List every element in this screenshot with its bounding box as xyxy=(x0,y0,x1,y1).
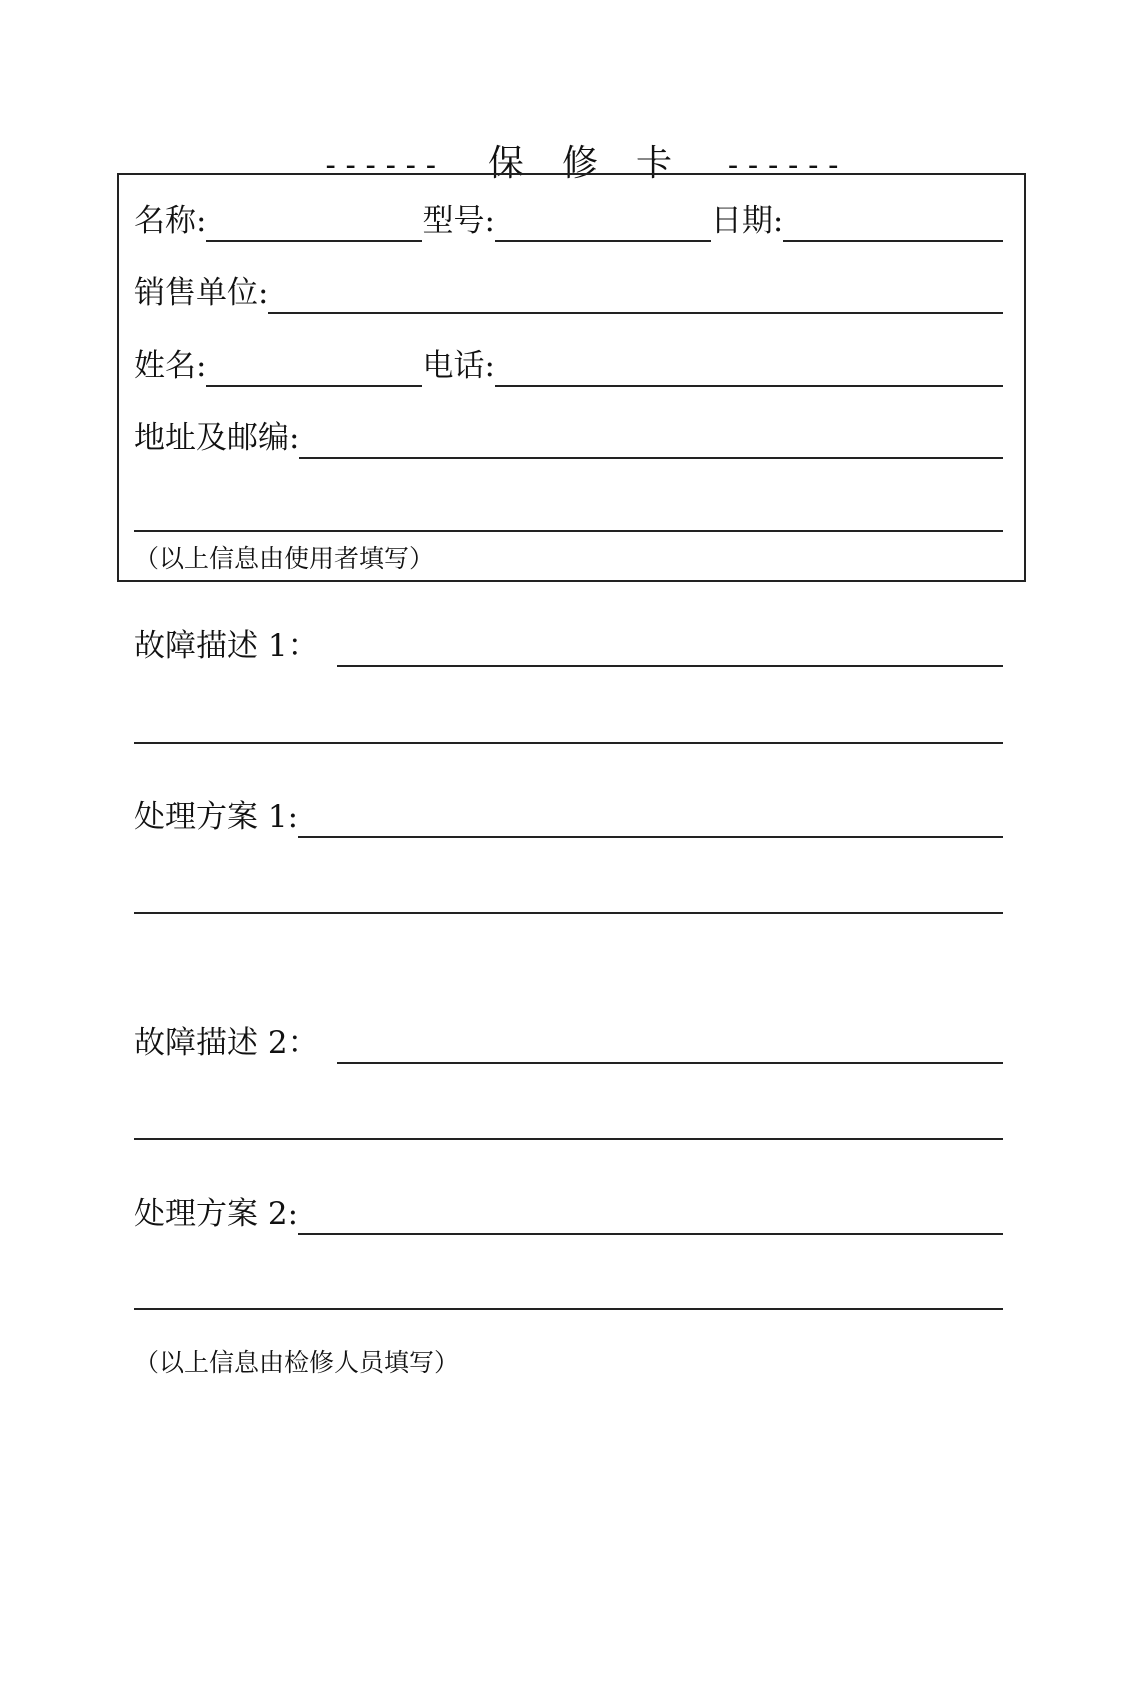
fault-1-label: 故障描述 1： xyxy=(134,628,319,664)
repair-note: （以上信息由检修人员填写） xyxy=(134,1348,460,1377)
person-name-field[interactable] xyxy=(206,351,422,387)
address-field-line-2[interactable] xyxy=(134,530,1003,532)
title-text: 保修卡 xyxy=(487,143,710,184)
model-field[interactable] xyxy=(495,206,711,242)
date-field[interactable] xyxy=(783,206,1003,242)
fault-1-field[interactable] xyxy=(337,631,1003,667)
solution-1-field-line-2[interactable] xyxy=(134,912,1003,914)
title-right-dashes: ------ xyxy=(723,148,845,183)
fault-2-label: 故障描述 2： xyxy=(134,1025,319,1061)
contact-row xyxy=(134,341,1003,387)
fault-2-field-line-2[interactable] xyxy=(134,1138,1003,1140)
fault-2-row xyxy=(134,1018,1003,1064)
name-label: 名称: xyxy=(134,203,207,239)
model-label: 型号: xyxy=(422,203,495,239)
user-note: （以上信息由使用者填写） xyxy=(134,544,435,573)
seller-row xyxy=(134,268,1003,314)
address-row xyxy=(134,413,1003,459)
solution-2-field[interactable] xyxy=(298,1199,1003,1235)
seller-label: 销售单位: xyxy=(134,275,269,311)
solution-2-row xyxy=(134,1189,1003,1235)
name-field[interactable] xyxy=(206,206,422,242)
person-name-label: 姓名: xyxy=(134,348,207,384)
solution-2-label: 处理方案 2: xyxy=(134,1196,299,1232)
phone-label: 电话: xyxy=(422,348,495,384)
phone-field[interactable] xyxy=(495,351,1003,387)
fault-1-row xyxy=(134,621,1003,667)
date-label: 日期: xyxy=(710,203,784,239)
solution-1-row xyxy=(134,792,1003,838)
address-field[interactable] xyxy=(299,423,1003,459)
title-left-dashes: ------ xyxy=(321,148,442,183)
solution-1-label: 处理方案 1: xyxy=(134,799,299,835)
fault-2-field[interactable] xyxy=(337,1028,1003,1064)
product-row xyxy=(134,196,1003,242)
seller-field[interactable] xyxy=(268,278,1003,314)
address-label: 地址及邮编: xyxy=(134,420,300,456)
fault-1-field-line-2[interactable] xyxy=(134,742,1003,744)
solution-1-field[interactable] xyxy=(298,802,1003,838)
solution-2-field-line-2[interactable] xyxy=(134,1308,1003,1310)
